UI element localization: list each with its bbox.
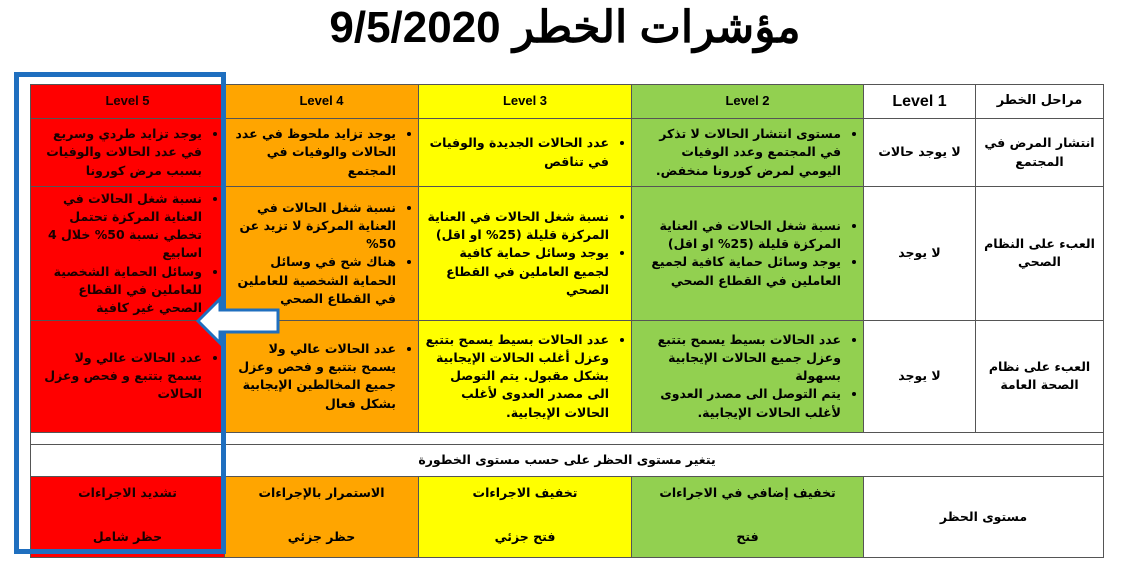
list-item: • يتم التوصل الى مصدر العدوى لأغلب الحالات الإيجابية. — [638, 385, 841, 421]
stage-community: انتشار المرض في المجتمع — [976, 119, 1104, 187]
measure-action: تخفيف الاجراءات — [472, 484, 578, 500]
measure-action: تشديد الاجراءات — [78, 484, 177, 500]
list-item: • يوجد تزايد طردي وسريع في عدد الحالات والوفيات بسبب مرض كورونا — [37, 125, 202, 179]
list-item: • يوجد وسائل حماية كافية لجميع العاملين في القطاع الصحي — [638, 253, 841, 289]
spacer-row — [31, 432, 1104, 444]
list-item: • نسبة شغل الحالات في العناية المركزة لا تزيد عن 50% — [231, 199, 396, 253]
cell-public-health-level-2 — [632, 320, 864, 432]
table-row — [31, 320, 1104, 432]
cell-community-level-5 — [31, 119, 225, 187]
cell-community-level-4 — [225, 119, 419, 187]
stage-public-health: العبء على نظام الصحة العامة — [976, 320, 1104, 432]
cell-community-level-2 — [632, 119, 864, 187]
cell-health-system-level-2 — [632, 187, 864, 321]
measure-action: الاستمرار بالإجراءات — [258, 484, 385, 500]
measure-level-3 — [419, 476, 632, 557]
list-item: • نسبة شغل الحالات في العناية المركزة قليلة (25% او اقل) — [638, 217, 841, 253]
list-item: • هناك شح في وسائل الحماية الشخصية للعاملين في القطاع الصحي — [231, 253, 396, 307]
measure-status: حظر جزئي — [287, 529, 356, 544]
list-item: • نسبة شغل الحالات في العناية المركزة قليلة (25% او اقل) — [425, 208, 609, 244]
header-level-5: Level 5 — [31, 85, 225, 119]
cell-health-system-level-3 — [419, 187, 632, 321]
cell-public-health-level-3 — [419, 320, 632, 432]
risk-indicators-table — [30, 84, 1104, 558]
cell-health-system-level-1: لا يوجد — [864, 187, 976, 321]
list-item: • مستوى انتشار الحالات لا تذكر في المجتمع وعدد الوفيات اليومي لمرض كورونا منخفض. — [638, 125, 841, 179]
measure-level-2 — [632, 476, 864, 557]
measure-status: فتح جزئي — [494, 529, 556, 544]
stage-health-system: العبء على النظام الصحي — [976, 187, 1104, 321]
arrow-left-icon — [196, 296, 280, 346]
list-item: • يوجد وسائل حماية كافية لجميع العاملين في القطاع الصحي — [425, 244, 609, 298]
change-level-bar: يتغير مستوى الحظر على حسب مستوى الخطورة — [31, 444, 1104, 476]
list-item: • يوجد تزايد ملحوظ في عدد الحالات والوفيات في المجتمع — [231, 125, 396, 179]
measure-action: تخفيف إضافي في الاجراءات — [659, 484, 836, 500]
cell-public-health-level-1: لا يوجد — [864, 320, 976, 432]
list-item: • نسبة شغل الحالات في العناية المركزة تحتمل تخطي نسبة 50% خلال 4 اسابيع — [37, 190, 202, 263]
list-item: • وسائل الحماية الشخصية للعاملين في القطاع الصحي غير كافية — [37, 263, 202, 317]
list-item: • عدد الحالات عالي ولا يسمح بتتبع و فحص وعزل الحالات — [37, 349, 202, 403]
header-level-1: Level 1 — [864, 85, 976, 119]
list-item: • عدد الحالات الجديدة والوفيات في تناقص — [425, 134, 609, 170]
table-row — [31, 187, 1104, 321]
header-level-3: Level 3 — [419, 85, 632, 119]
cell-community-level-1: لا يوجد حالات — [864, 119, 976, 187]
header-level-4: Level 4 — [225, 85, 419, 119]
measure-status: فتح — [736, 529, 759, 544]
header-level-2: Level 2 — [632, 85, 864, 119]
measure-level-5 — [31, 476, 225, 557]
measure-level-4 — [225, 476, 419, 557]
header-stages: مراحل الخطر — [976, 85, 1104, 119]
table-row — [31, 119, 1104, 187]
cell-community-level-3 — [419, 119, 632, 187]
list-item: • عدد الحالات بسيط يسمح بتتبع وعزل جميع الحالات الإيجابية بسهولة — [638, 331, 841, 385]
list-item: • عدد الحالات بسيط يسمح بتتبع وعزل أغلب الحالات الإيجابية بشكل مقبول. يتم التوصل الى مصدر العدوى لأغلب الحالات الإيجابية. — [425, 331, 609, 422]
measure-status: حظر شامل — [92, 529, 163, 544]
page-title: مؤشرات الخطر 9/5/2020 — [329, 3, 801, 52]
measures-label: مستوى الحظر — [864, 476, 1104, 557]
list-item: • عدد الحالات عالي ولا يسمح بتتبع و فحص وعزل جميع المخالطين الإيجابية بشكل فعال — [231, 340, 396, 413]
